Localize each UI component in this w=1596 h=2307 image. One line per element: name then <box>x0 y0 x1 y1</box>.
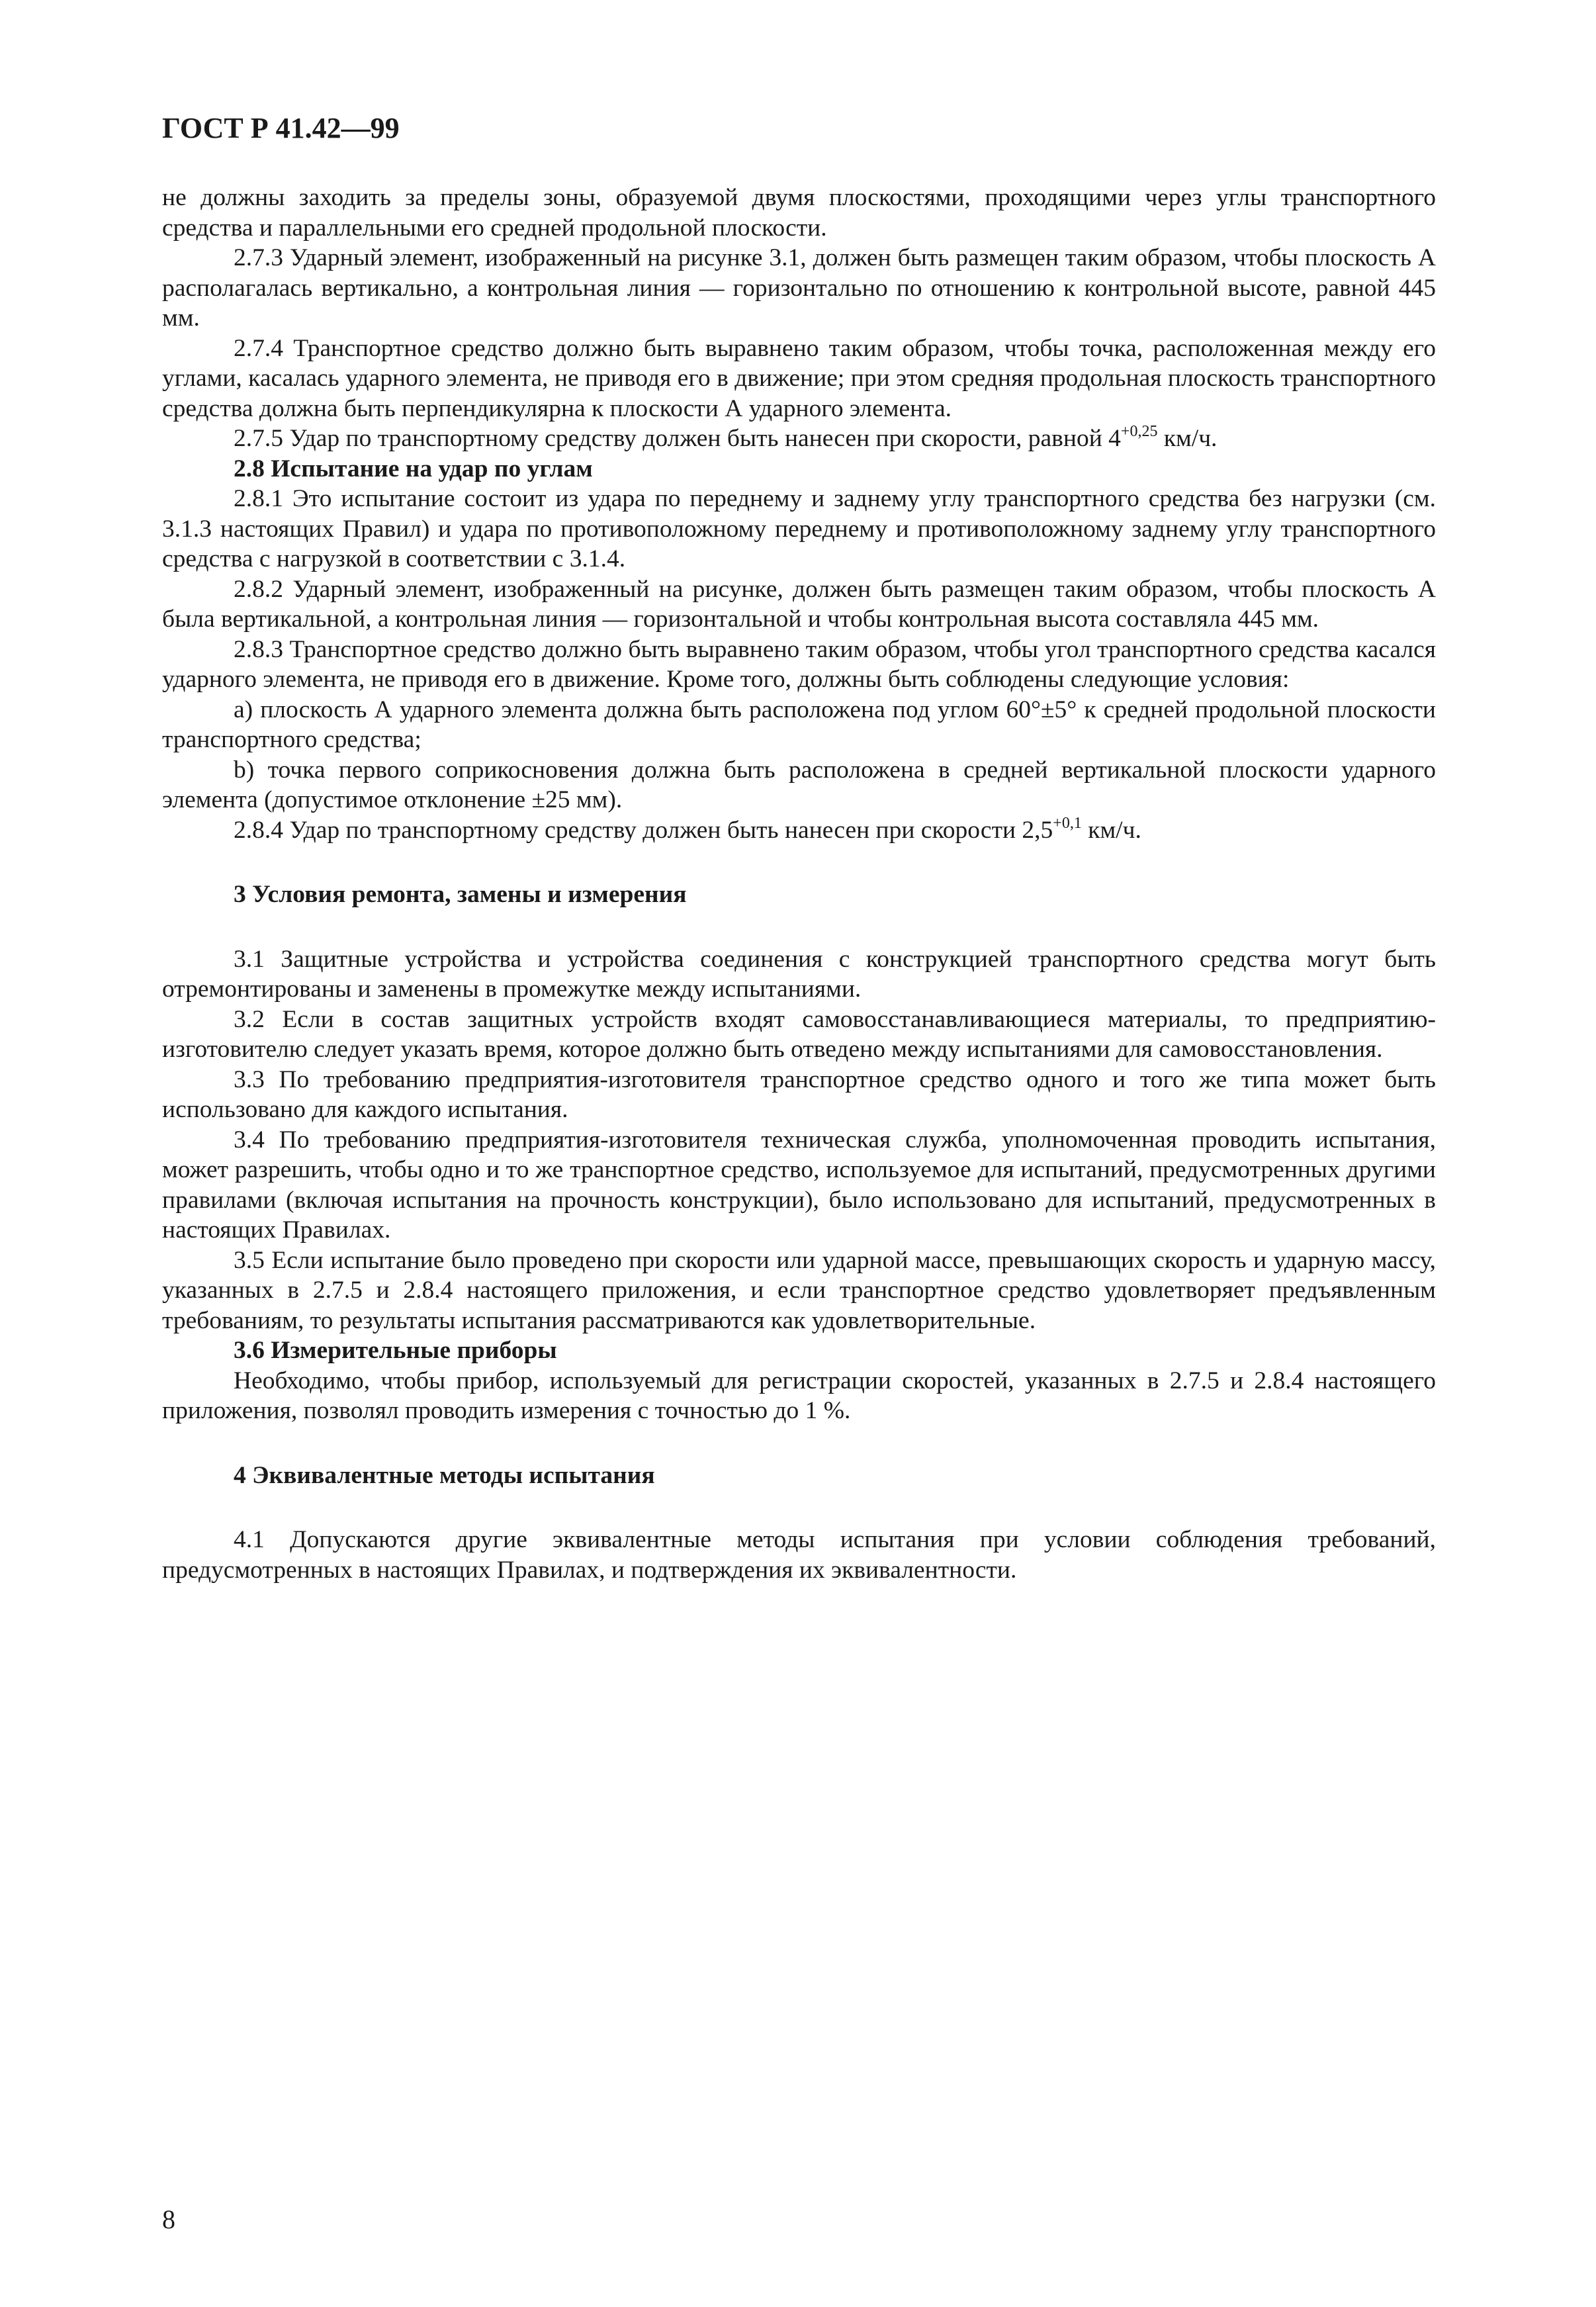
paragraph-2-8-3: 2.8.3 Транспортное средство должно быть выравнено таким образом, чтобы угол транспортного средства касался ударного элемента, не приводя его в движение. Кроме того, должны быть соблюдены следующие условия: <box>162 635 1436 693</box>
paragraph-continuation: не должны заходить за пределы зоны, образуемой двумя плоскостями, проходящими через углы транспортного средства и параллельными его средней продольной плоскости. <box>162 184 1436 242</box>
paragraph-4-1: 4.1 Допускаются другие эквивалентные методы испытания при условии соблюдения требований, предусмотренных в настоящих Правилах, и подтверждения их эквивалентности. <box>162 1526 1436 1584</box>
document-header: ГОСТ Р 41.42—99 <box>162 112 400 144</box>
subsection-heading-3-6: 3.6 Измерительные приборы <box>234 1337 557 1364</box>
paragraph-2-8-2: 2.8.2 Ударный элемент, изображенный на рисунке, должен быть размещен таким образом, чтобы плоскость А была вертикальной, а контрольная линия — горизонтальной и чтобы контрольная высота составляла 445 мм. <box>162 575 1436 633</box>
paragraph-3-6: Необходимо, чтобы прибор, используемый для регистрации скоростей, указанных в 2.7.5 и 2.8.4 настоящего приложения, позволял проводить измерения с точностью до 1 %. <box>162 1367 1436 1424</box>
paragraph-2-8-4-text: 2.8.4 Удар по транспортному средству должен быть нанесен при скорости 2,5 <box>234 816 1053 844</box>
paragraph-2-8-1: 2.8.1 Это испытание состоит из удара по переднему и заднему углу транспортного средства без нагрузки (см. 3.1.3 настоящих Правил) и удара по противоположному переднему и противоположному заднему углу транспортного средства с нагрузкой в соответствии с 3.1.4. <box>162 485 1436 572</box>
paragraph-2-7-3: 2.7.3 Ударный элемент, изображенный на рисунке 3.1, должен быть размещен таким образом, чтобы плоскость А располагалась вертикально, а контрольная линия — горизонтально по отношению к контрольной высоте, равной 445 мм. <box>162 244 1436 332</box>
paragraph-2-7-5-unit: км/ч. <box>1157 425 1218 452</box>
speed-tolerance-2-7-5: +0,25 <box>1120 423 1158 440</box>
page-number: 8 <box>162 2204 175 2234</box>
paragraph-3-2: 3.2 Если в состав защитных устройств входят самовосстанавливающиеся материалы, то предприятию-изготовителю следует указать время, которое должно быть отведено между испытаниями для самовосстановления. <box>162 1005 1436 1063</box>
document-body <box>162 183 1436 1585</box>
paragraph-3-3: 3.3 По требованию предприятия-изготовителя транспортное средство одного и того же типа может быть использовано для каждого испытания. <box>162 1065 1436 1123</box>
paragraph-2-7-5 <box>162 424 1436 454</box>
paragraph-2-8-4-unit: км/ч. <box>1081 816 1141 844</box>
speed-tolerance-2-8-4: +0,1 <box>1053 814 1082 832</box>
section-heading-4: 4 Эквивалентные методы испытания <box>234 1461 655 1489</box>
paragraph-2-7-5-text: 2.7.5 Удар по транспортному средству должен быть нанесен при скорости, равной 4 <box>234 425 1121 452</box>
section-heading-3: 3 Условия ремонта, замены и измерения <box>234 881 687 908</box>
paragraph-2-7-4: 2.7.4 Транспортное средство должно быть выравнено таким образом, чтобы точка, расположенная между его углами, касалась ударного элемента, не приводя его в движение; при этом средняя продольная плоскость транспортного средства должна быть перпендикулярна к плоскости А ударного элемента. <box>162 334 1436 422</box>
list-item-b: b) точка первого соприкосновения должна быть расположена в средней вертикальной плоскости ударного элемента (допустимое отклонение ±25 мм). <box>162 756 1436 813</box>
subsection-heading-2-8: 2.8 Испытание на удар по углам <box>234 455 593 482</box>
list-item-a: а) плоскость А ударного элемента должна быть расположена под углом 60°±5° к средней продольной плоскости транспортного средства; <box>162 696 1436 753</box>
paragraph-3-5: 3.5 Если испытание было проведено при скорости или ударной массе, превышающих скорость и ударную массу, указанных в 2.7.5 и 2.8.4 настоящего приложения, и если транспортное средство удовлетворяет предъявленным требованиям, то результаты испытания рассматриваются как удовлетворительные. <box>162 1246 1436 1334</box>
paragraph-3-4: 3.4 По требованию предприятия-изготовителя техническая служба, уполномоченная проводить испытания, может разрешить, чтобы одно и то же транспортное средство, используемое для испытаний, предусмотренных другими правилами (включая испытания на прочность конструкции), было использовано для испытаний, предусмотренных в настоящих Правилах. <box>162 1126 1436 1244</box>
paragraph-3-1: 3.1 Защитные устройства и устройства соединения с конструкцией транспортного средства могут быть отремонтированы и заменены в промежутке между испытаниями. <box>162 945 1436 1003</box>
paragraph-2-8-4 <box>162 815 1436 846</box>
